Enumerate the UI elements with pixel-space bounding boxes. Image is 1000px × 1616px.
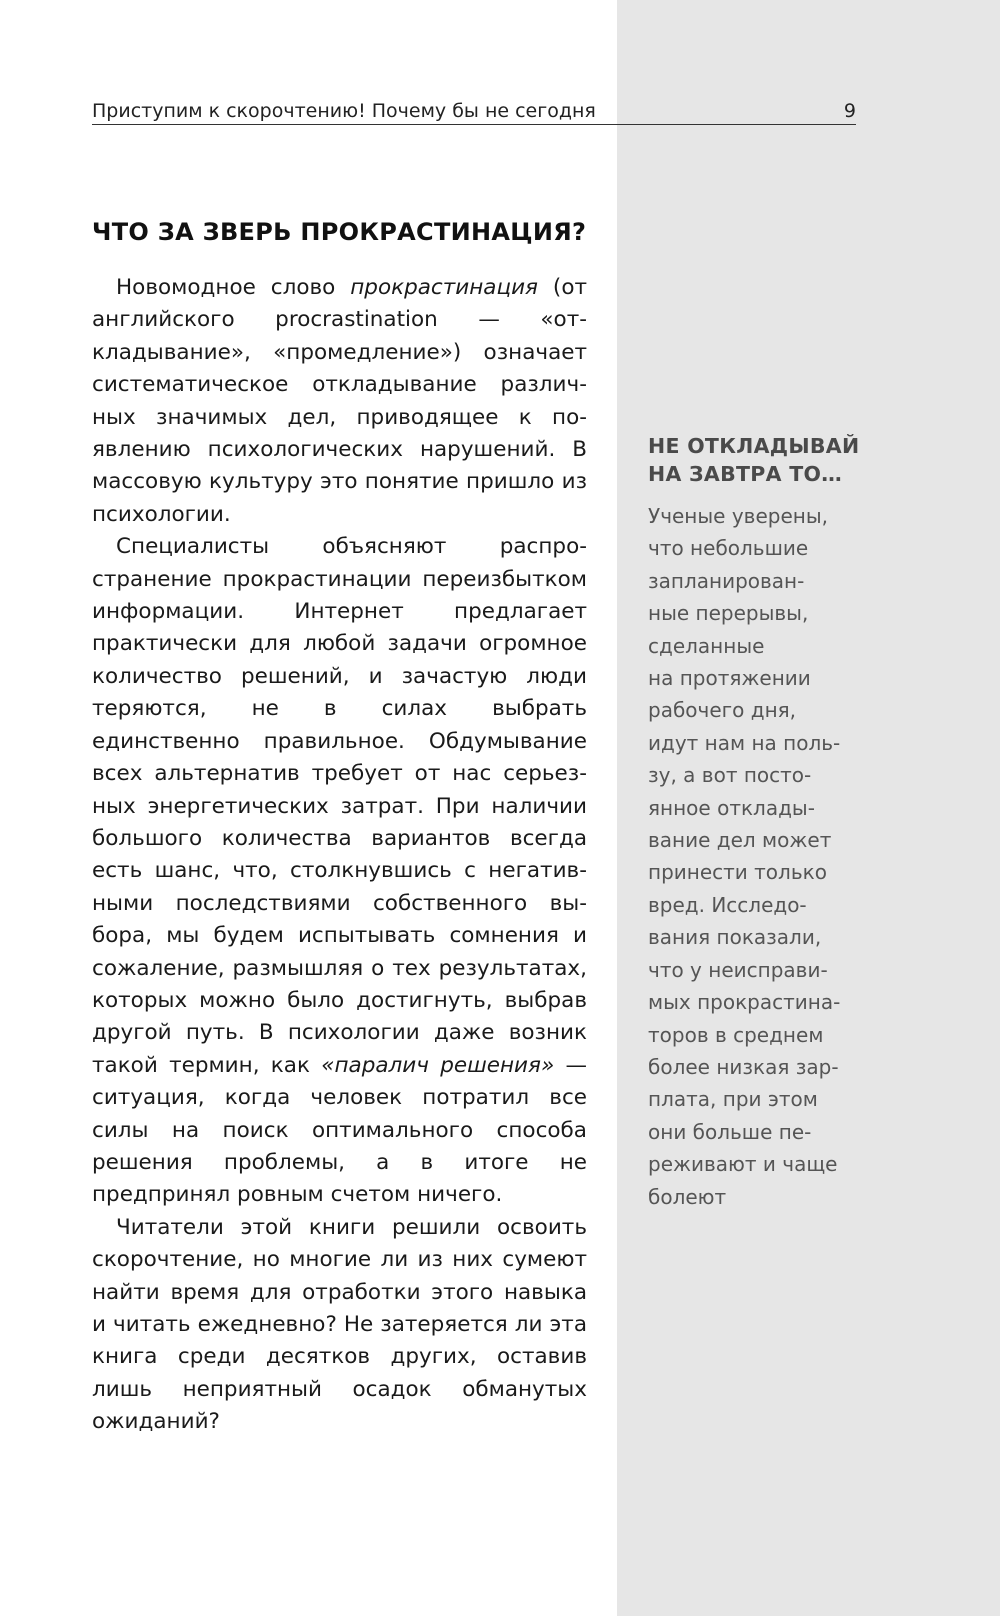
sidebar-text: Ученые уверены, что небольшие запланирован- ные перерывы, сделанные на протяжении рабочего дня, идут нам на поль- зу, а вот посто- янное отклады- вание дел может принести только вред. Исследо- вания показали, что у неисправи- мых прокрастина- торов в среднем более низкая зар- плата, при этом они больше пе- реживают и чаще болеют	[648, 504, 841, 1209]
term-decision-paralysis: «паралич решения»	[321, 1052, 555, 1078]
running-header	[92, 98, 856, 126]
paragraph-1	[92, 272, 587, 531]
paragraph-2-start: Специалисты объясняют распространение прокрастинации переизбытком информации. Интернет предлагает практически для любой задачи огромное количество решений, и зачастую люди теряются, не в силах выбрать единственно правильное. Обдумывание всех альтернатив требует от нас серьезных энергетических затрат. При наличии большого количества вариантов всегда есть шанс, что, столкнувшись с негативными последствиями собственного выбора, мы будем испытывать сомнения и сожаление, размышляя о тех результатах, которых можно было достигнуть, выбрав другой путь. В психологии даже возник такой термин, как	[92, 534, 587, 1078]
sidebar-title: НЕ ОТКЛАДЫВАЙ НА ЗАВТРА ТО…	[648, 434, 860, 486]
header-rule	[92, 124, 856, 125]
page-number: 9	[843, 100, 856, 122]
paragraph-2	[92, 531, 587, 1212]
paragraph-1-start: Новомодное слово	[116, 275, 351, 300]
paragraph-2-rest: — ситуация, когда человек потратил все силы на поиск оптимального способа решения проблемы, а в итоге не предпринял ровным счетом ничего.	[92, 1052, 587, 1208]
paragraph-1-rest: (от английского procrastination — «откладывание», «промедление») означает систематическое откладывание различных значимых дел, приводящее к появлению психологических нарушений. В массовую культуру это понятие пришло из психологии.	[92, 275, 587, 527]
section-title: ЧТО ЗА ЗВЕРЬ ПРОКРАСТИНАЦИЯ?	[92, 218, 587, 246]
paragraph-3: Читатели этой книги решили освоить скорочтение, но многие ли из них сумеют найти время для отработки этого навыка и читать ежедневно? Не затеряется ли эта книга среди десятков других, оставив лишь неприятный осадок обманутых ожиданий?	[92, 1214, 587, 1435]
main-text-column	[92, 272, 587, 1439]
running-title: Приступим к скорочтению! Почему бы не сегодня	[92, 100, 596, 122]
sidebar-note	[648, 432, 863, 1213]
term-procrastination: прокрастинация	[350, 275, 538, 300]
